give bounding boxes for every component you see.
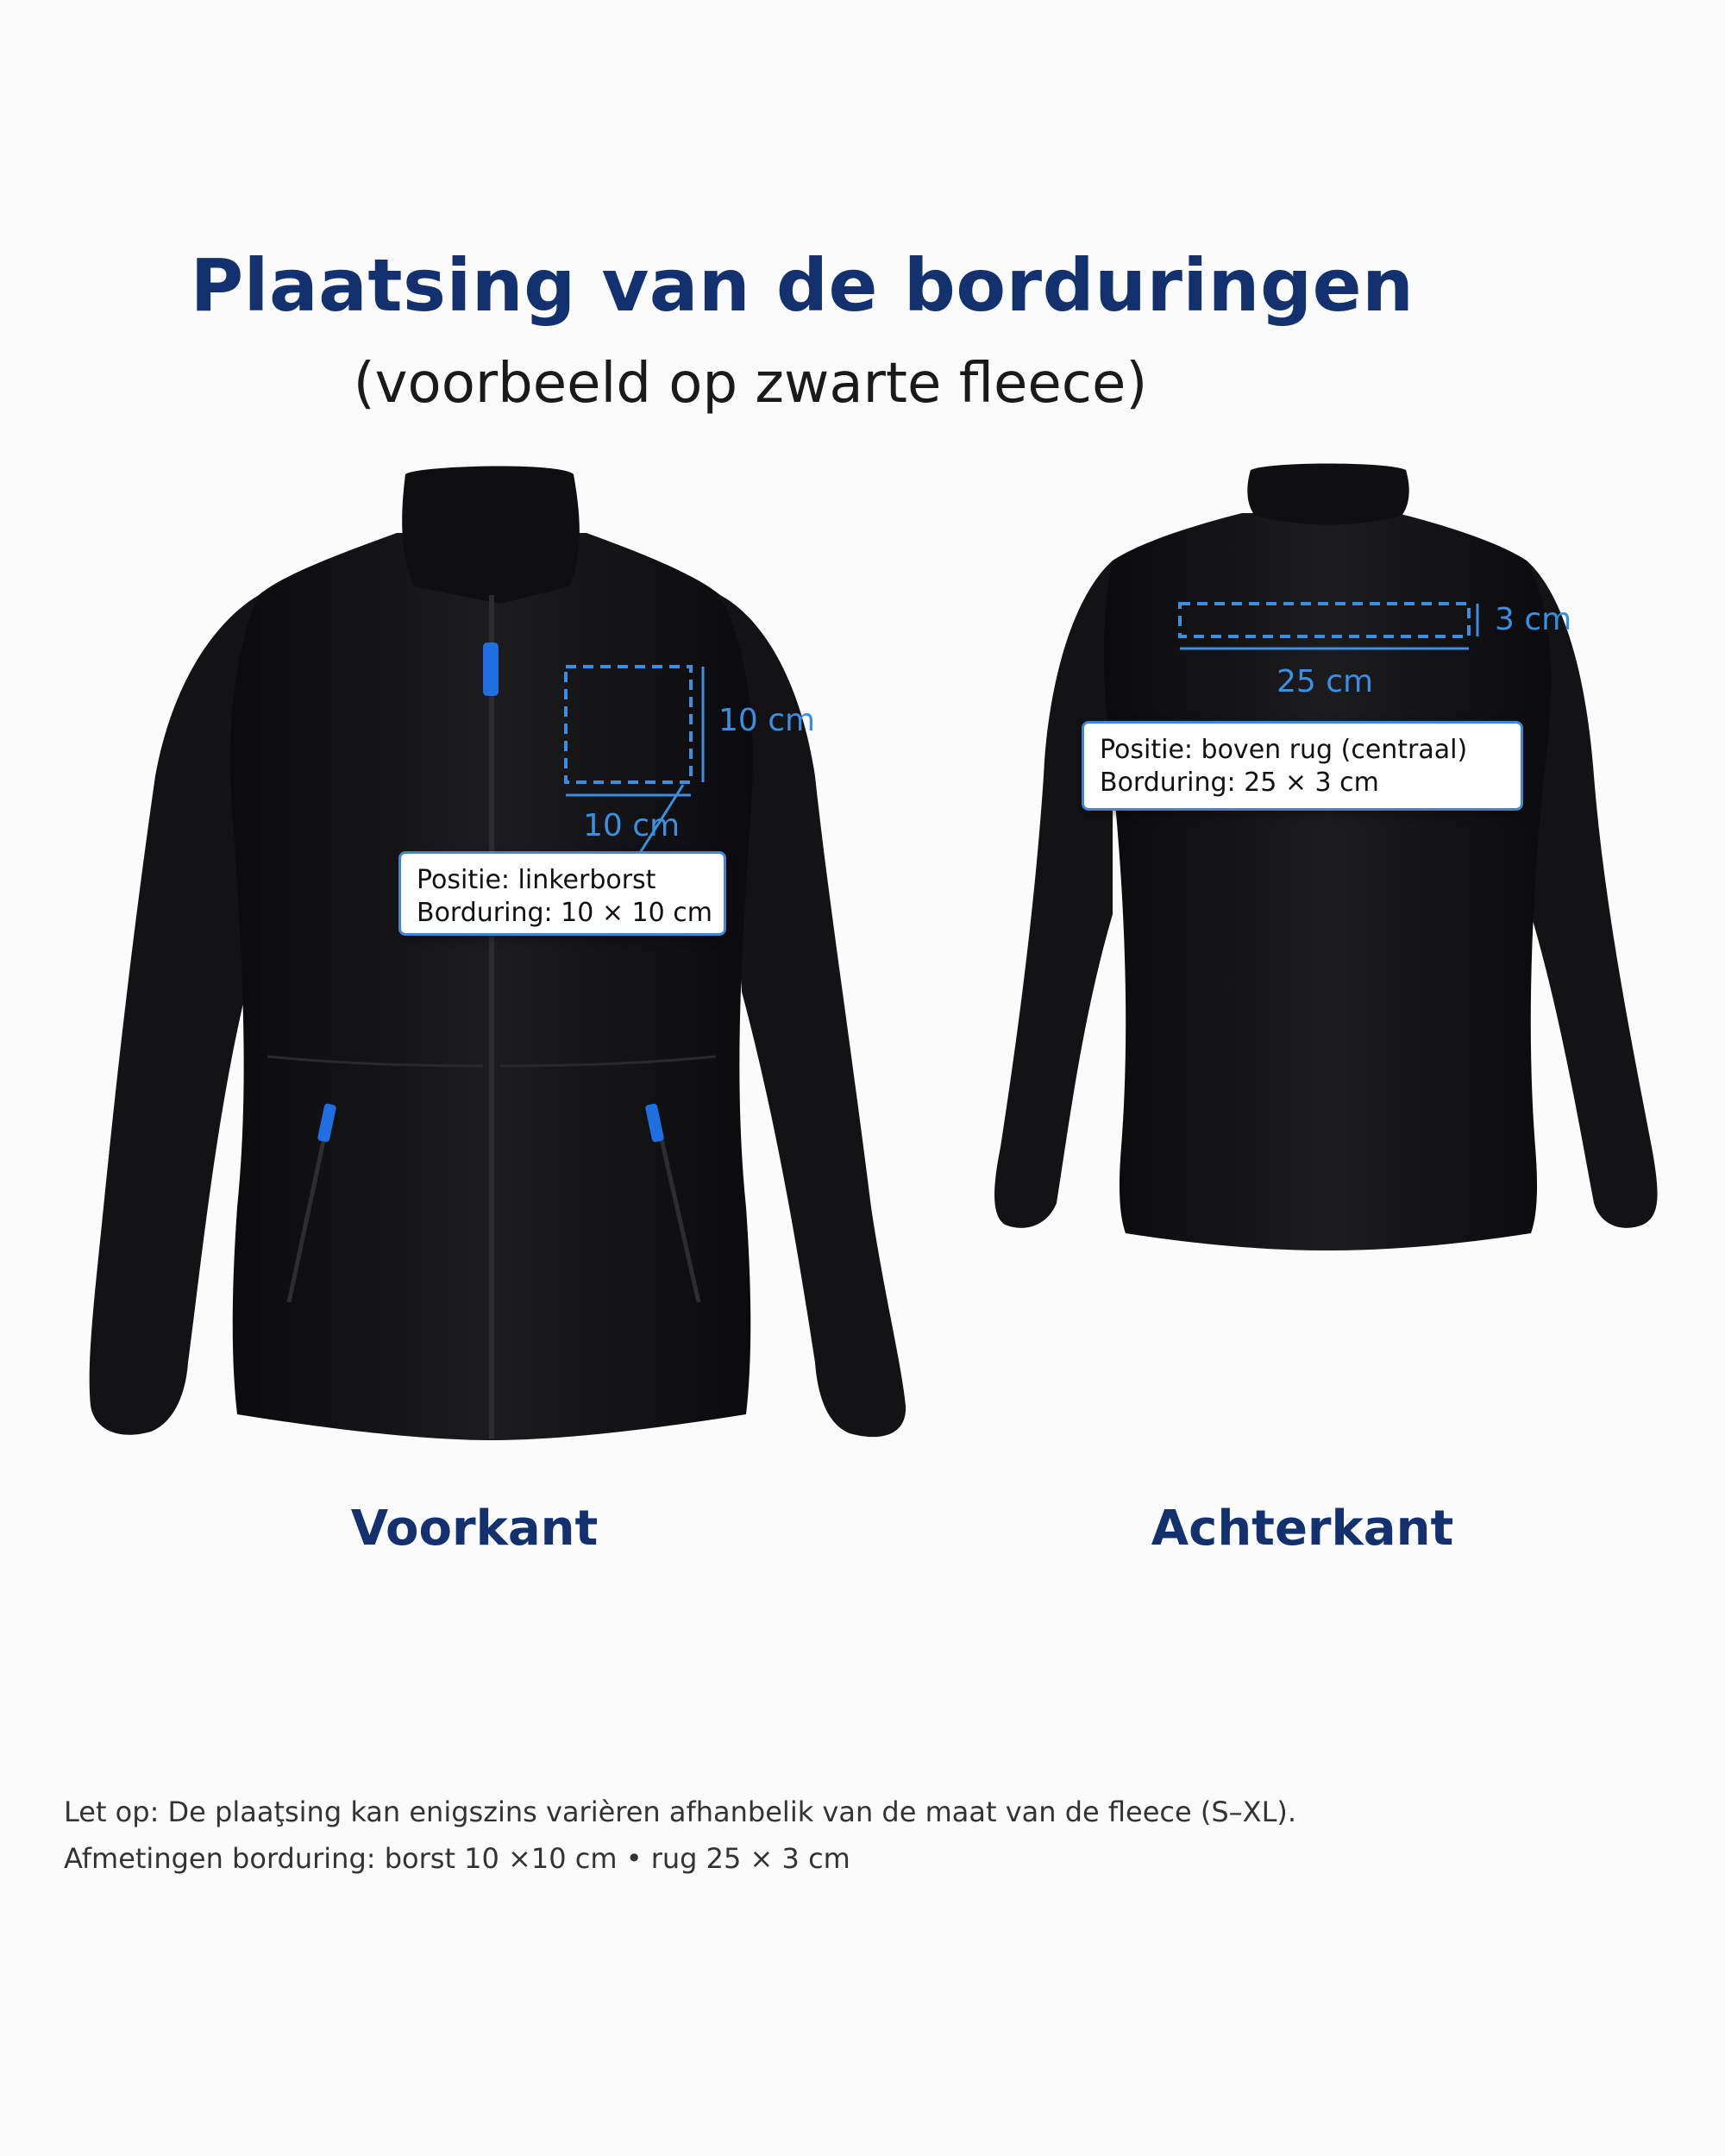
back-position-text: Positie: boven rug (centraal) [1100,735,1468,765]
back-position-callout [1082,721,1523,811]
footnote-line-2: Afmetingen borduring: borst 10 ×10 cm • rug 25 × 3 cm [64,1842,850,1875]
page-title: Plaatsing van de borduringen [190,243,1414,328]
front-height-label: 10 cm [718,703,816,738]
back-collar [1247,464,1408,525]
back-side-label: Achterkant [1151,1501,1454,1557]
back-embroidery-size-text: Borduring: 25 × 3 cm [1100,768,1379,798]
front-position-callout [398,851,726,936]
front-side-label: Voorkant [350,1501,599,1557]
front-width-label: 10 cm [583,808,681,843]
back-width-label: 25 cm [1276,664,1374,699]
footnote-line-1: Let op: De plaaţsing kan enigszins varièren afhanbelik van de maat van de fleece (S–XL). [64,1796,1297,1828]
back-height-label: 3 cm [1495,602,1572,637]
footnote [64,1789,1296,1882]
back-jacket [994,464,1658,1251]
front-position-text: Positie: linkerborst [417,865,656,895]
back-body [1104,513,1551,1250]
zipper-pull-icon [483,642,499,696]
front-jacket [90,467,906,1440]
front-collar [402,467,580,604]
front-embroidery-size-text: Borduring: 10 × 10 cm [417,898,712,928]
back-left-sleeve [994,561,1113,1228]
page-subtitle: (voorbeeld op zwarte fleece) [353,352,1148,416]
